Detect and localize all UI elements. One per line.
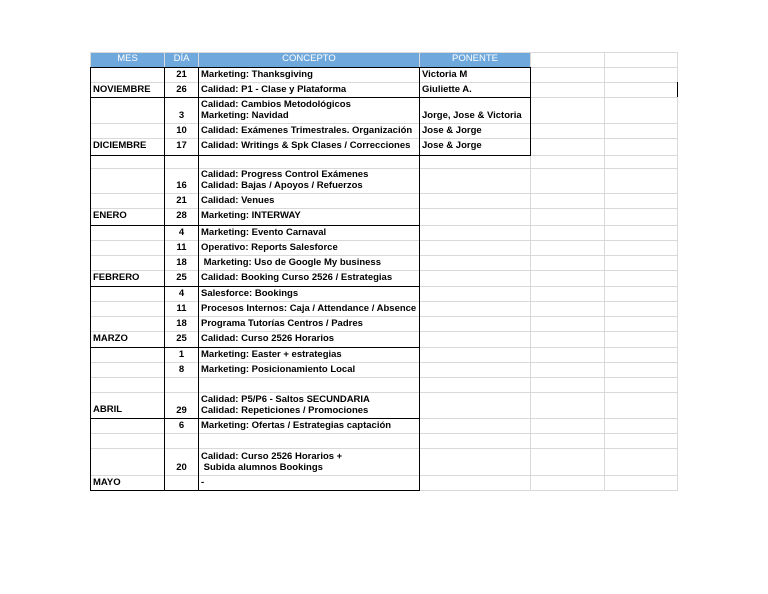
cell-concepto[interactable]: Calidad: Curso 2526 Horarios + Subida alumnos Bookings <box>201 451 343 473</box>
cell-ponente[interactable] <box>422 195 530 208</box>
cell-dia[interactable]: 4 <box>178 288 185 299</box>
block-border <box>198 286 199 347</box>
cell-concepto[interactable]: Calidad: Curso 2526 Horarios <box>201 333 335 344</box>
cell-ponente[interactable] <box>422 242 530 255</box>
cell-concepto[interactable]: Calidad: Booking Curso 2526 / Estrategias <box>201 272 393 283</box>
cell-ponente[interactable] <box>422 257 530 270</box>
cell-mes[interactable]: NOVIEMBRE <box>93 84 151 95</box>
gridline-h <box>90 240 678 241</box>
gridline-h <box>90 138 678 139</box>
block-border <box>90 286 91 347</box>
block-border <box>530 67 531 97</box>
block-border <box>90 155 91 225</box>
cell-concepto[interactable]: Calidad: Cambios Metodológicos Marketing: Navidad <box>201 99 351 121</box>
block-border <box>198 347 199 418</box>
block-border <box>198 67 199 97</box>
gridline-h <box>90 475 678 476</box>
cell-ponente[interactable] <box>422 318 530 331</box>
cell-dia[interactable]: 26 <box>176 84 187 95</box>
block-border <box>419 67 420 97</box>
cell-ponente[interactable] <box>422 210 530 223</box>
block-border <box>90 225 91 286</box>
cell-cursor-mark <box>677 82 678 97</box>
block-border <box>164 347 165 418</box>
cell-concepto[interactable]: Calidad: Exámenes Trimestrales. Organización <box>201 125 413 136</box>
cell-dia[interactable]: 25 <box>176 272 187 283</box>
gridline-h <box>90 316 678 317</box>
block-border <box>90 67 91 97</box>
block-border <box>90 347 420 348</box>
cell-dia[interactable]: 11 <box>176 242 187 253</box>
cell-dia[interactable]: 8 <box>178 364 185 375</box>
cell-dia[interactable]: 18 <box>176 318 187 329</box>
cell-concepto[interactable]: Marketing: Ofertas / Estrategias captación <box>201 420 392 431</box>
gridline-h <box>90 270 678 271</box>
cell-mes[interactable]: ENERO <box>93 210 127 221</box>
cell-ponente[interactable] <box>422 180 530 193</box>
block-border <box>419 225 420 286</box>
block-border <box>164 97 165 155</box>
cell-concepto[interactable]: Marketing: INTERWAY <box>201 210 301 221</box>
cell-concepto[interactable]: Procesos Internos: Caja / Attendance / Absence <box>201 303 417 314</box>
cell-concepto[interactable]: Salesforce: Bookings <box>201 288 299 299</box>
block-border <box>198 225 199 286</box>
cell-concepto[interactable]: Marketing: Easter + estrategias <box>201 349 342 360</box>
cell-dia[interactable]: 29 <box>176 405 187 416</box>
cell-concepto[interactable]: Marketing: Thanksgiving <box>201 69 313 80</box>
cell-dia[interactable]: 6 <box>178 420 185 431</box>
cell-ponente[interactable] <box>422 420 530 433</box>
gridline-h <box>90 193 678 194</box>
cell-dia[interactable]: 21 <box>176 69 187 80</box>
block-border <box>90 286 420 287</box>
gridline-h <box>90 255 678 256</box>
gridline-h <box>90 123 678 124</box>
header-mes[interactable]: MES <box>91 52 164 67</box>
gridline-h <box>90 362 678 363</box>
block-border <box>198 97 199 155</box>
cell-mes[interactable]: ABRIL <box>93 404 123 415</box>
header-ponente[interactable]: PONENTE <box>420 52 530 67</box>
cell-ponente[interactable] <box>422 364 530 377</box>
gridline-v <box>604 52 605 490</box>
block-border <box>198 155 199 225</box>
block-border <box>419 418 420 490</box>
block-border <box>419 286 420 347</box>
cell-dia[interactable]: 10 <box>176 125 187 136</box>
gridline-h <box>90 433 678 434</box>
block-border <box>164 155 165 225</box>
gridline-h <box>90 392 678 393</box>
cell-mes[interactable]: DICIEMBRE <box>93 140 147 151</box>
cell-dia[interactable]: 28 <box>176 210 187 221</box>
cell-ponente[interactable]: Jorge, Jose & Victoria <box>422 110 522 121</box>
block-border <box>90 418 91 490</box>
gridline-h <box>90 82 678 83</box>
cell-concepto[interactable]: Programa Tutorías Centros / Padres <box>201 318 363 329</box>
cell-ponente[interactable] <box>422 333 530 346</box>
cell-ponente[interactable] <box>422 272 530 285</box>
block-border <box>419 347 420 418</box>
gridline-v <box>677 52 678 490</box>
cell-ponente[interactable] <box>422 288 530 301</box>
cell-concepto[interactable]: Calidad: P5/P6 - Saltos SECUNDARIA Calidad: Repeticiones / Promociones <box>201 394 370 416</box>
block-border <box>164 418 165 490</box>
cell-dia[interactable]: 25 <box>176 333 187 344</box>
cell-mes[interactable]: MARZO <box>93 333 128 344</box>
block-border <box>90 418 420 419</box>
cell-ponente[interactable] <box>422 227 530 240</box>
block-border <box>198 418 199 490</box>
cell-dia[interactable]: 20 <box>176 462 187 473</box>
gridline-h <box>90 448 678 449</box>
block-border <box>90 67 531 68</box>
cell-ponente[interactable]: Victoria M <box>422 69 468 80</box>
header-dia[interactable]: DÍA <box>165 52 198 67</box>
block-border <box>419 155 420 225</box>
cell-dia[interactable]: 11 <box>176 303 187 314</box>
block-border <box>90 490 420 491</box>
cell-concepto[interactable]: - <box>201 477 205 488</box>
gridline-h <box>90 377 678 378</box>
gridline-h <box>90 208 678 209</box>
cell-ponente[interactable] <box>422 462 530 475</box>
block-border <box>90 97 91 155</box>
cell-concepto[interactable]: Calidad: Venues <box>201 195 275 206</box>
cell-concepto[interactable]: Calidad: Progress Control Exámenes Calidad: Bajas / Apoyos / Refuerzos <box>201 169 369 191</box>
header-concepto[interactable]: CONCEPTO <box>199 52 419 67</box>
block-border <box>90 347 91 418</box>
cell-concepto[interactable]: Marketing: Posicionamiento Local <box>201 364 356 375</box>
gridline-h <box>90 301 678 302</box>
cell-ponente[interactable] <box>422 405 530 418</box>
cell-ponente[interactable] <box>422 477 530 490</box>
block-border <box>90 155 420 156</box>
block-border <box>90 97 531 98</box>
cell-ponente[interactable] <box>422 349 530 362</box>
cell-dia[interactable]: 1 <box>178 349 185 360</box>
cell-dia[interactable]: 17 <box>176 140 187 151</box>
cell-dia[interactable]: 3 <box>178 110 185 121</box>
cell-concepto[interactable]: Marketing: Uso de Google My business <box>201 257 382 268</box>
cell-mes[interactable]: MAYO <box>93 477 121 488</box>
gridline-h <box>90 331 678 332</box>
cell-concepto[interactable]: Marketing: Evento Carnaval <box>201 227 327 238</box>
cell-dia[interactable]: 18 <box>176 257 187 268</box>
cell-ponente[interactable] <box>422 303 530 316</box>
cell-concepto[interactable]: Calidad: P1 - Clase y Plataforma <box>201 84 347 95</box>
block-border <box>419 97 420 155</box>
cell-mes[interactable]: FEBRERO <box>93 272 140 283</box>
cell-dia[interactable]: 4 <box>178 227 185 238</box>
cell-concepto[interactable]: Calidad: Writings & Spk Clases / Correcciones <box>201 140 411 151</box>
cell-dia[interactable] <box>165 477 198 490</box>
gridline-h <box>90 52 678 53</box>
block-border <box>90 225 420 226</box>
cell-ponente[interactable]: Giuliette A. <box>422 84 472 95</box>
cell-ponente[interactable]: Jose & Jorge <box>422 125 482 136</box>
block-border <box>164 67 165 97</box>
cell-dia[interactable]: 16 <box>176 180 187 191</box>
block-border <box>164 225 165 286</box>
block-border <box>164 286 165 347</box>
cell-dia[interactable]: 21 <box>176 195 187 206</box>
cell-concepto[interactable]: Operativo: Reports Salesforce <box>201 242 338 253</box>
cell-ponente[interactable]: Jose & Jorge <box>422 140 482 151</box>
block-border <box>530 97 531 155</box>
